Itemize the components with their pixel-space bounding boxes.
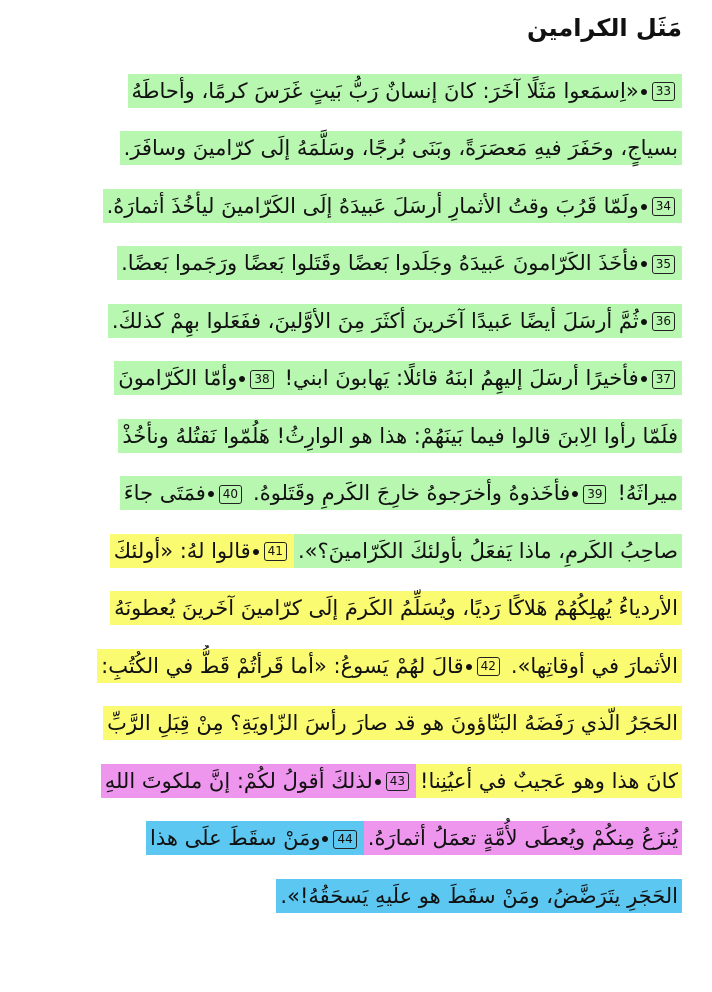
text-line	[30, 760, 682, 800]
highlighted-segment-green	[108, 304, 682, 338]
verse-number: 41	[264, 542, 287, 561]
verse-marker-dot	[466, 664, 472, 670]
highlighted-segment-yellow	[103, 706, 682, 740]
verse-text: بسياجٍ، وحَفَرَ فيهِ مَعصَرَةً، وبَنَى بُرجًا، وسَلَّمَهُ إلَى كرّامينَ وسافَرَ.	[123, 136, 678, 160]
text-line	[30, 818, 682, 858]
highlighted-segment-green	[249, 476, 613, 510]
text-line	[30, 530, 682, 570]
highlighted-segment-yellow	[110, 591, 682, 625]
verse-marker-dot	[641, 204, 647, 210]
verse-text: لذلكَ أقولُ لكُمْ: إنَّ ملكوتَ اللهِ	[104, 768, 373, 793]
verse-marker-dot	[322, 836, 328, 842]
verse-number: 42	[477, 657, 500, 676]
verse-text: ولَمّا قَرُبَ وقتُ الأثمارِ أرسَلَ عَبيدَهُ إلَى الكَرّامينَ ليأخُذَ أثمارَهُ.	[106, 193, 639, 218]
highlighted-segment-green	[294, 534, 682, 568]
verse-text: ثُمَّ أرسَلَ أيضًا عَبيدًا آخَرينَ أكثَرَ مِنَ الأوَّلينَ، ففَعَلوا بهِمْ كذلكَ.	[111, 308, 639, 333]
verse-marker-dot	[641, 376, 647, 382]
verse-number: 43	[386, 772, 409, 791]
verse-text: كانَ هذا وهو عَجيبٌ في أعيُنِنا!	[420, 768, 678, 793]
verse-marker-dot	[641, 261, 647, 267]
verse-text: فأخيرًا أرسَلَ إليهِمُ ابنَهُ قائلًا: يَهابونَ ابني!	[284, 366, 639, 390]
verse-text: قالوا لهُ: «أولئكَ	[113, 538, 251, 563]
verse-text: فمَتَى جاءَ	[123, 481, 206, 505]
text-line	[30, 185, 682, 225]
highlighted-segment-green	[114, 361, 280, 395]
verse-text: ميراثَهُ!	[617, 481, 678, 505]
verse-marker-dot	[641, 89, 647, 95]
verse-text: يُنزَعُ مِنكُمْ ويُعطَى لأُمَّةٍ تعمَلُ أثمارَهُ.	[367, 826, 678, 850]
highlighted-segment-blue	[276, 879, 682, 913]
highlighted-segment-pink	[364, 821, 682, 855]
text-line	[30, 70, 682, 110]
verse-text: الأثمارَ في أوقاتِها».	[510, 653, 678, 678]
text-line	[30, 875, 682, 915]
text-line	[30, 588, 682, 628]
verse-text: وأمّا الكَرّامونَ	[118, 366, 238, 390]
verse-number: 36	[652, 312, 675, 331]
highlighted-segment-green	[281, 361, 682, 395]
highlighted-segment-green	[118, 419, 682, 453]
text-line	[30, 243, 682, 283]
verse-text: الحَجَرُ الّذي رَفَضَهُ البَنّاؤونَ هو قد صارَ رأسَ الزّاويَةِ؟ مِنْ قِبَلِ الرَّبِّ	[107, 711, 678, 735]
highlighted-segment-blue	[146, 821, 364, 855]
highlighted-segment-green	[120, 476, 249, 510]
verse-text: الأردياءُ يُهلِكُهُمْ هَلاكًا رَديًا، ويُسَلِّمُ الكَرمَ إلَى كرّامينَ آخَرينَ يُعطونَهُ	[114, 596, 678, 620]
highlighted-segment-green	[128, 74, 683, 108]
verse-marker-dot	[239, 376, 245, 382]
text-line	[30, 415, 682, 455]
verse-marker-dot	[253, 549, 259, 555]
verse-text: فأخَذَ الكَرّامونَ عَبيدَهُ وجَلَدوا بَعضًا وقَتَلوا بَعضًا ورَجَموا بَعضًا.	[121, 251, 639, 275]
verse-text: فأخَذوهُ وأخرَجوهُ خارِجَ الكَرمِ وقَتَلوهُ.	[253, 481, 571, 505]
verse-number: 37	[652, 370, 675, 389]
highlighted-segment-pink	[101, 764, 416, 798]
verse-marker-dot	[641, 319, 647, 325]
text-line	[30, 300, 682, 340]
text-line	[30, 645, 682, 685]
verse-text: «اِسمَعوا مَثَلًا آخَرَ: كانَ إنسانٌ رَبُّ بَيتٍ غَرَسَ كرمًا، وأحاطَهُ	[131, 78, 639, 103]
text-line	[30, 473, 682, 513]
verse-number: 35	[652, 255, 675, 274]
verse-number: 39	[583, 485, 606, 504]
text-line	[30, 128, 682, 168]
highlighted-segment-green	[120, 131, 682, 165]
verse-marker-dot	[375, 779, 381, 785]
verse-text: قالَ لهُمْ يَسوعُ: «أما قَرأتُمْ قَطُّ في الكُتُبِ:	[101, 653, 464, 678]
verse-marker-dot	[572, 491, 578, 497]
highlighted-segment-yellow	[416, 764, 682, 798]
highlighted-segment-yellow	[110, 534, 294, 568]
highlighted-segment-green	[613, 476, 682, 510]
verse-text: صاحِبُ الكَرمِ، ماذا يَفعَلُ بأولئكَ الكَرّامينَ؟».	[297, 538, 678, 563]
section-heading: مَثَل الكرامين	[526, 14, 682, 42]
verse-text: الحَجَرِ يتَرَضَّضُ، ومَنْ سقَطَ هو علَيهِ يَسحَقُهُ!».	[280, 883, 678, 908]
text-line	[30, 358, 682, 398]
highlighted-segment-yellow	[507, 649, 682, 683]
text-line	[30, 703, 682, 743]
verse-number: 38	[250, 370, 273, 389]
verse-number: 40	[219, 485, 242, 504]
verse-number: 34	[652, 197, 675, 216]
verse-number: 44	[333, 830, 356, 849]
highlighted-segment-yellow	[97, 649, 507, 683]
highlighted-segment-green	[117, 246, 682, 280]
verse-number: 33	[652, 82, 675, 101]
verse-marker-dot	[208, 491, 214, 497]
highlighted-segment-green	[103, 189, 682, 223]
verse-text: ومَنْ سقَطَ علَى هذا	[150, 826, 321, 850]
verse-text: فلَمّا رأوا الِابنَ قالوا فيما بَينَهُمْ: هذا هو الوارِثُ! هَلُمّوا نَقتُلهُ ونأخُذْ	[122, 423, 678, 448]
